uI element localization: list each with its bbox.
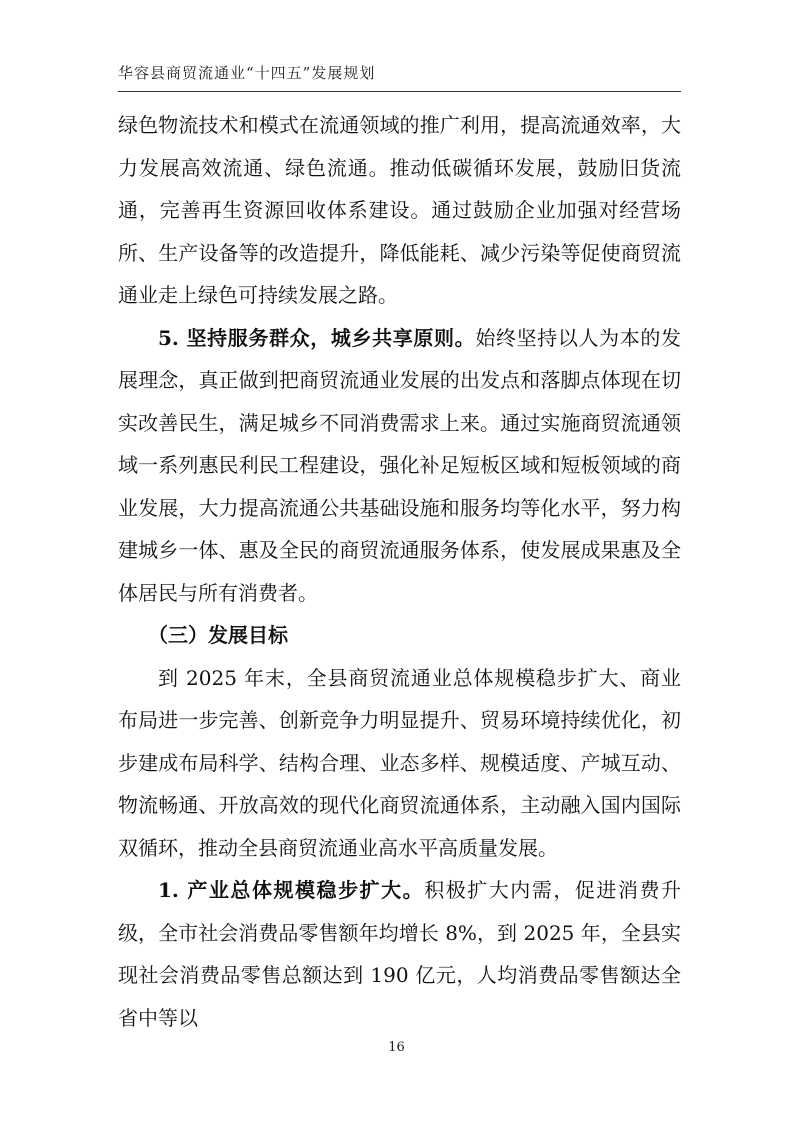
section-heading-goals: （三）发展目标 — [148, 623, 288, 647]
paragraph-goal-1 — [118, 869, 681, 1039]
running-header: 华容县商贸流通业“十四五”发展规划 — [118, 64, 376, 82]
paragraph-principle-5 — [118, 317, 681, 615]
page-number: 16 — [388, 1040, 405, 1055]
goal-1-body: 积极扩大内需，促进消费升级，全市社会消费品零售额年均增长 8%，到 2025 年，全县实现社会消费品零售总额达到 190 亿元，人均消费品零售额达全省中等以 — [118, 878, 682, 1030]
document-body — [118, 104, 681, 1039]
goal-1-title: 1. 产业总体规模稳步扩大。 — [158, 878, 425, 902]
paragraph-green-development: 绿色物流技术和模式在流通领域的推广利用，提高流通效率，大力发展高效流通、绿色流通。推动低碳循环发展，鼓励旧货流通，完善再生资源回收体系建设。通过鼓励企业加强对经营场所、生产设备等的改造提升，降低能耗、减少污染等促使商贸流通业走上绿色可持续发展之路。 — [118, 113, 681, 307]
header-rule — [118, 91, 681, 92]
principle-5-body: 始终坚持以人为本的发展理念，真正做到把商贸流通业发展的出发点和落脚点体现在切实改善民生，满足城乡不同消费需求上来。通过实施商贸流通领域一系列惠民利民工程建设，强化补足短板区域和短板领域的商业发展，大力提高流通公共基础设施和服务均等化水平，努力构建城乡一体、惠及全民的商贸流通服务体系，使发展成果惠及全体居民与所有消费者。 — [118, 325, 682, 605]
principle-5-title: 5. 坚持服务群众，城乡共享原则。 — [158, 325, 476, 350]
paragraph-goals-intro: 到 2025 年末，全县商贸流通业总体规模稳步扩大、商业布局进一步完善、创新竞争力明显提升、贸易环境持续优化，初步建成布局科学、结构合理、业态多样、规模适度、产城互动、物流畅通、开放高效的现代化商贸流通体系，主动融入国内国际双循环，推动全县商贸流通业高水平高质量发展。 — [118, 665, 681, 860]
